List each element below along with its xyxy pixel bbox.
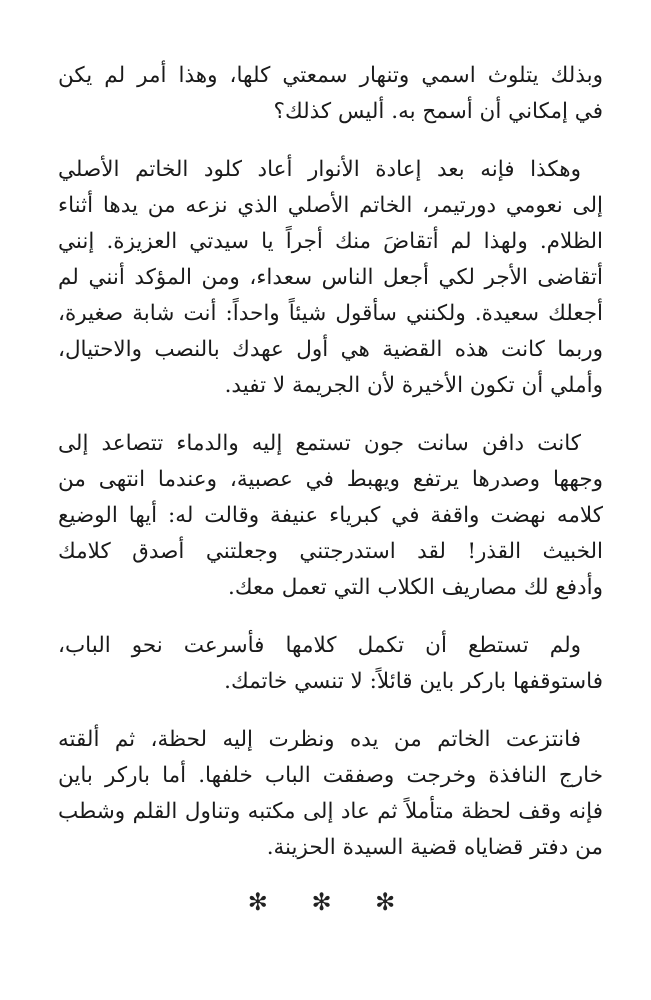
text-line: وأدفع لك مصاريف الكلاب التي تعمل معك. (228, 575, 603, 600)
paragraph-4 (58, 628, 603, 700)
text-line: وهكذا فإنه بعد إعادة الأنوار أعاد كلود الخاتم الأصلي (58, 157, 581, 182)
text-line: خارج النافذة وخرجت وصفقت الباب خلفها. أما باركر باين (58, 763, 603, 788)
section-break-ornament: ✻ ✻ ✻ (247, 888, 414, 916)
text-line: أتقاضى الأجر لكي أجعل الناس سعداء، ومن المؤكد أنني لم (58, 265, 603, 290)
paragraph-1 (58, 58, 603, 130)
text-line: فانتزعت الخاتم من يده ونظرت إليه لحظة، ثم ألقته (58, 727, 581, 752)
paragraph-5 (58, 722, 603, 866)
text-line: كلامه نهضت واقفة في كبرياء عنيفة وقالت له: أيها الوضيع (58, 503, 603, 528)
text-line: فإنه وقف لحظة متأملاً ثم عاد إلى مكتبه وتناول القلم وشطب (58, 799, 603, 824)
paragraph-2 (58, 152, 603, 404)
text-line: وربما كانت هذه القضية هي أول عهدك بالنصب والاحتيال، (58, 337, 603, 362)
text-line: أجعلك سعيدة. ولكنني سأقول شيئاً واحداً: أنت شابة صغيرة، (58, 301, 603, 326)
text-line: ولم تستطع أن تكمل كلامها فأسرعت نحو الباب، (58, 633, 581, 658)
text-line: فاستوقفها باركر باين قائلاً: لا تنسي خاتمك. (224, 669, 603, 694)
paragraph-3 (58, 426, 603, 606)
text-line: وبذلك يتلوث اسمي وتنهار سمعتي كلها، وهذا أمر لم يكن (58, 63, 603, 88)
text-line: وأملي أن تكون الأخيرة لأن الجريمة لا تفيد. (224, 373, 603, 398)
text-line: كانت دافن سانت جون تستمع إليه والدماء تتصاعد إلى (58, 431, 581, 456)
text-line: الظلام. ولهذا لم أتقاضَ منك أجراً يا سيدتي العزيزة. إنني (58, 229, 603, 254)
text-line: الخبيث القذر! لقد استدرجتني وجعلتني أصدق كلامك (58, 539, 603, 564)
text-line: في إمكاني أن أسمح به. أليس كذلك؟ (273, 99, 603, 124)
text-line: من دفتر قضاياه قضية السيدة الحزينة. (266, 835, 603, 860)
text-line: إلى نعومي دورتيمر، الخاتم الأصلي الذي نزعه من يدها أثناء (58, 193, 603, 218)
text-line: وجهها وصدرها يرتفع ويهبط في عصبية، وعندما انتهى من (58, 467, 603, 492)
